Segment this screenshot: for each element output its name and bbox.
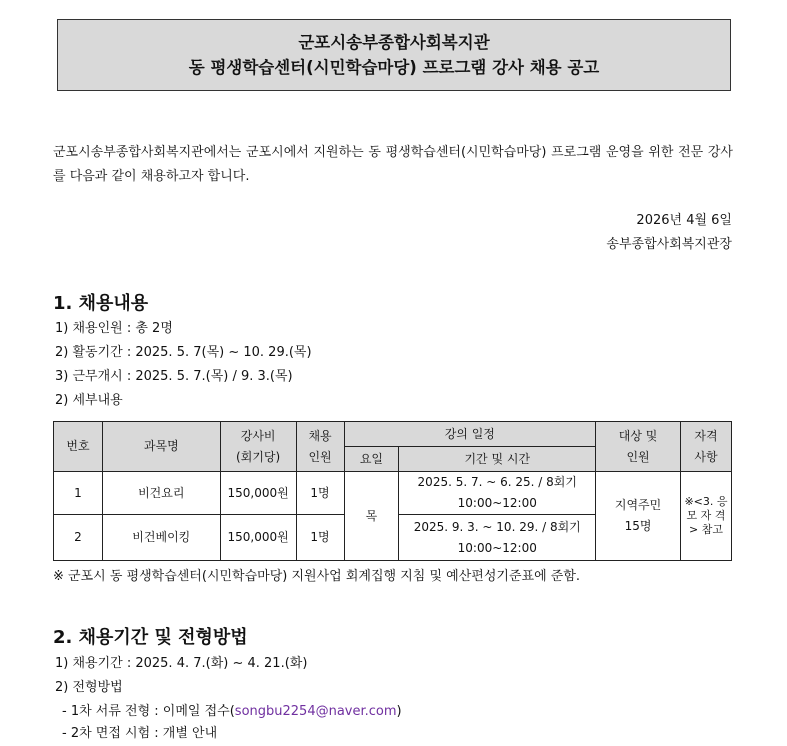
row-hire: 1명 (296, 472, 344, 515)
first-screening-suffix: ) (396, 704, 402, 719)
header-schedule: 강의 일정 (344, 422, 596, 447)
header-target (596, 422, 681, 472)
row-fee: 150,000원 (220, 472, 296, 515)
email-address[interactable]: songbu2254@naver.com (234, 704, 397, 719)
section1-item: 3) 근무개시 : 2025. 5. 7.(목) / 9. 3.(목) (55, 369, 293, 384)
section2-item: 1) 채용기간 : 2025. 4. 7.(화) ~ 4. 21.(화) (55, 656, 308, 671)
header-qual-line1: 자격 (694, 428, 718, 443)
row-no: 1 (54, 472, 103, 515)
section1-heading: 1. 채용내용 (53, 293, 149, 314)
header-fee (220, 422, 296, 472)
row-period-line1: 2025. 9. 3. ~ 10. 29. / 8회기 (413, 519, 581, 534)
row-period-line1: 2025. 5. 7. ~ 6. 25. / 8회기 (417, 475, 577, 489)
header-qual-line2: 사항 (694, 449, 718, 464)
intro-paragraph: 군포시송부종합사회복지관에서는 군포시에서 지원하는 동 평생학습센터(시민학습마당) 프로그램 운영을 위한 전문 강사를 다음과 같이 채용하고자 합니다. (53, 145, 733, 184)
target-cell (596, 472, 681, 561)
first-screening (62, 701, 402, 723)
header-period: 기간 및 시간 (399, 447, 596, 472)
header-no: 번호 (54, 422, 103, 472)
title-line-1: 군포시송부종합사회복지관 (298, 33, 490, 52)
header-subject: 과목명 (102, 422, 220, 472)
second-screening: - 2차 면접 시험 : 개별 안내 (62, 726, 218, 741)
row-period-line2: 10:00~12:00 (457, 496, 537, 510)
header-fee-line1: 강사비 (240, 428, 276, 443)
row-subject: 비건베이킹 (102, 515, 220, 561)
title-box (57, 19, 731, 91)
table-row (54, 472, 732, 515)
row-period (399, 472, 596, 515)
row-no: 2 (54, 515, 103, 561)
header-hire (296, 422, 344, 472)
row-subject: 비건요리 (102, 472, 220, 515)
signer: 송부종합사회복지관장 (606, 237, 732, 252)
target-line2: 15명 (624, 519, 652, 533)
detail-table (53, 421, 732, 561)
section1-item: 2) 활동기간 : 2025. 5. 7(목) ~ 10. 29.(목) (55, 345, 312, 360)
target-line1: 지역주민 (614, 498, 662, 512)
row-fee: 150,000원 (220, 515, 296, 561)
row-period-line2: 10:00~12:00 (457, 540, 537, 555)
title-line-2: 동 평생학습센터(시민학습마당) 프로그램 강사 채용 공고 (188, 58, 600, 77)
section1-item: 2) 세부내용 (55, 393, 123, 408)
section2-item: 2) 전형방법 (55, 680, 123, 695)
announcement-date: 2026년 4월 6일 (636, 213, 732, 228)
row-period (399, 515, 596, 561)
first-screening-prefix: - 1차 서류 전형 : 이메일 접수( (62, 704, 235, 719)
qualification-cell: ※<3. 응 모 자 격> 참고 (680, 472, 731, 561)
header-fee-line2: (회기당) (236, 449, 281, 464)
row-hire: 1명 (296, 515, 344, 561)
section1-item: 1) 채용인원 : 총 2명 (55, 321, 173, 336)
header-target-line2: 인원 (626, 449, 650, 464)
section2-heading: 2. 채용기간 및 전형방법 (53, 627, 248, 648)
day-cell: 목 (344, 472, 399, 561)
footnote: ※ 군포시 동 평생학습센터(시민학습마당) 지원사업 회계집행 지침 및 예산편성기준표에 준함. (53, 569, 581, 584)
header-target-line1: 대상 및 (618, 428, 658, 443)
header-hire-line1: 채용 (308, 428, 332, 443)
header-qualification (680, 422, 731, 472)
header-hire-line2: 인원 (308, 449, 332, 464)
header-day: 요일 (344, 447, 399, 472)
